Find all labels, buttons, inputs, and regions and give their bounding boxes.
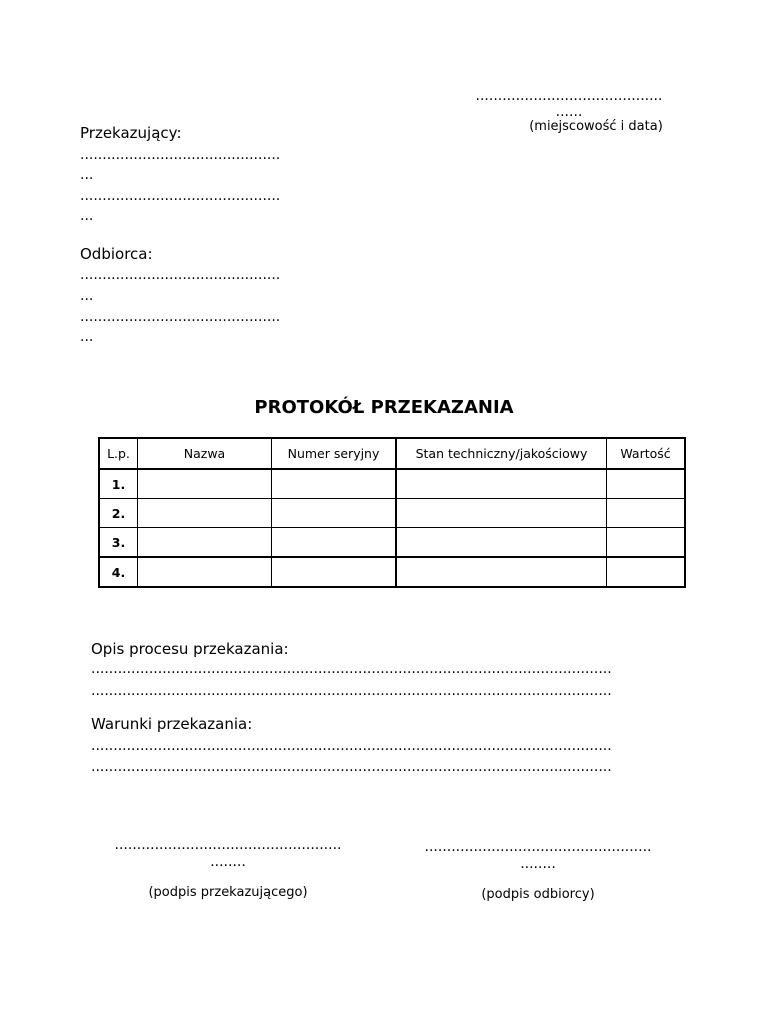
cell-numer-seryjny[interactable] <box>272 469 397 499</box>
process-line-1[interactable]: ..................................................................................................................... <box>91 661 612 677</box>
sender-signature-dots-line1[interactable]: ................................................... <box>114 837 342 853</box>
cell-numer-seryjny[interactable] <box>272 528 397 558</box>
row-number: 4. <box>99 557 138 587</box>
table-header-row <box>99 438 685 469</box>
sender-signature-dots-line2[interactable]: ........ <box>210 854 246 870</box>
recipient-label: Odbiorca: <box>80 245 153 263</box>
recipient-line-3[interactable]: ............................................. <box>80 309 281 325</box>
place-date-dots-line2[interactable]: ...... <box>555 104 583 120</box>
header-nazwa: Nazwa <box>138 438 272 469</box>
cell-numer-seryjny[interactable] <box>272 499 397 528</box>
recipient-signature-dots-line2[interactable]: ........ <box>520 856 556 872</box>
cell-wartosc[interactable] <box>607 469 686 499</box>
place-date-label: (miejscowość i data) <box>529 119 663 134</box>
process-line-2[interactable]: ..................................................................................................................... <box>91 683 612 699</box>
sender-line-4[interactable]: ... <box>80 208 94 224</box>
sender-line-3[interactable]: ............................................. <box>80 188 281 204</box>
document-title: PROTOKÓŁ PRZEKAZANIA <box>254 397 514 418</box>
recipient-signature-label: (podpis odbiorcy) <box>481 887 595 902</box>
table-row <box>99 499 685 528</box>
cell-stan[interactable] <box>396 469 607 499</box>
cell-nazwa[interactable] <box>138 528 272 558</box>
cell-stan[interactable] <box>396 528 607 558</box>
recipient-line-1[interactable]: ............................................. <box>80 267 281 283</box>
header-lp: L.p. <box>99 438 138 469</box>
cell-nazwa[interactable] <box>138 499 272 528</box>
table-row <box>99 469 685 499</box>
recipient-line-2[interactable]: ... <box>80 288 94 304</box>
cell-stan[interactable] <box>396 557 607 587</box>
row-number: 1. <box>99 469 138 499</box>
conditions-line-1[interactable]: ..................................................................................................................... <box>91 738 612 754</box>
header-stan: Stan techniczny/jakościowy <box>396 438 607 469</box>
sender-line-1[interactable]: ............................................. <box>80 147 281 163</box>
table-row <box>99 528 685 558</box>
recipient-line-4[interactable]: ... <box>80 329 94 345</box>
sender-signature-label: (podpis przekazującego) <box>148 885 308 900</box>
header-numer-seryjny: Numer seryjny <box>272 438 397 469</box>
cell-wartosc[interactable] <box>607 528 686 558</box>
sender-label: Przekazujący: <box>80 124 182 142</box>
cell-stan[interactable] <box>396 499 607 528</box>
row-number: 3. <box>99 528 138 558</box>
process-label: Opis procesu przekazania: <box>91 640 289 658</box>
conditions-line-2[interactable]: ..................................................................................................................... <box>91 759 612 775</box>
table-row <box>99 557 685 587</box>
cell-wartosc[interactable] <box>607 499 686 528</box>
header-wartosc: Wartość <box>607 438 686 469</box>
place-date-dots-line1[interactable]: .......................................... <box>475 88 663 104</box>
sender-line-2[interactable]: ... <box>80 167 94 183</box>
cell-wartosc[interactable] <box>607 557 686 587</box>
items-table <box>98 437 686 588</box>
cell-nazwa[interactable] <box>138 557 272 587</box>
cell-numer-seryjny[interactable] <box>272 557 397 587</box>
cell-nazwa[interactable] <box>138 469 272 499</box>
conditions-label: Warunki przekazania: <box>91 715 253 733</box>
row-number: 2. <box>99 499 138 528</box>
recipient-signature-dots-line1[interactable]: ................................................... <box>424 839 652 855</box>
